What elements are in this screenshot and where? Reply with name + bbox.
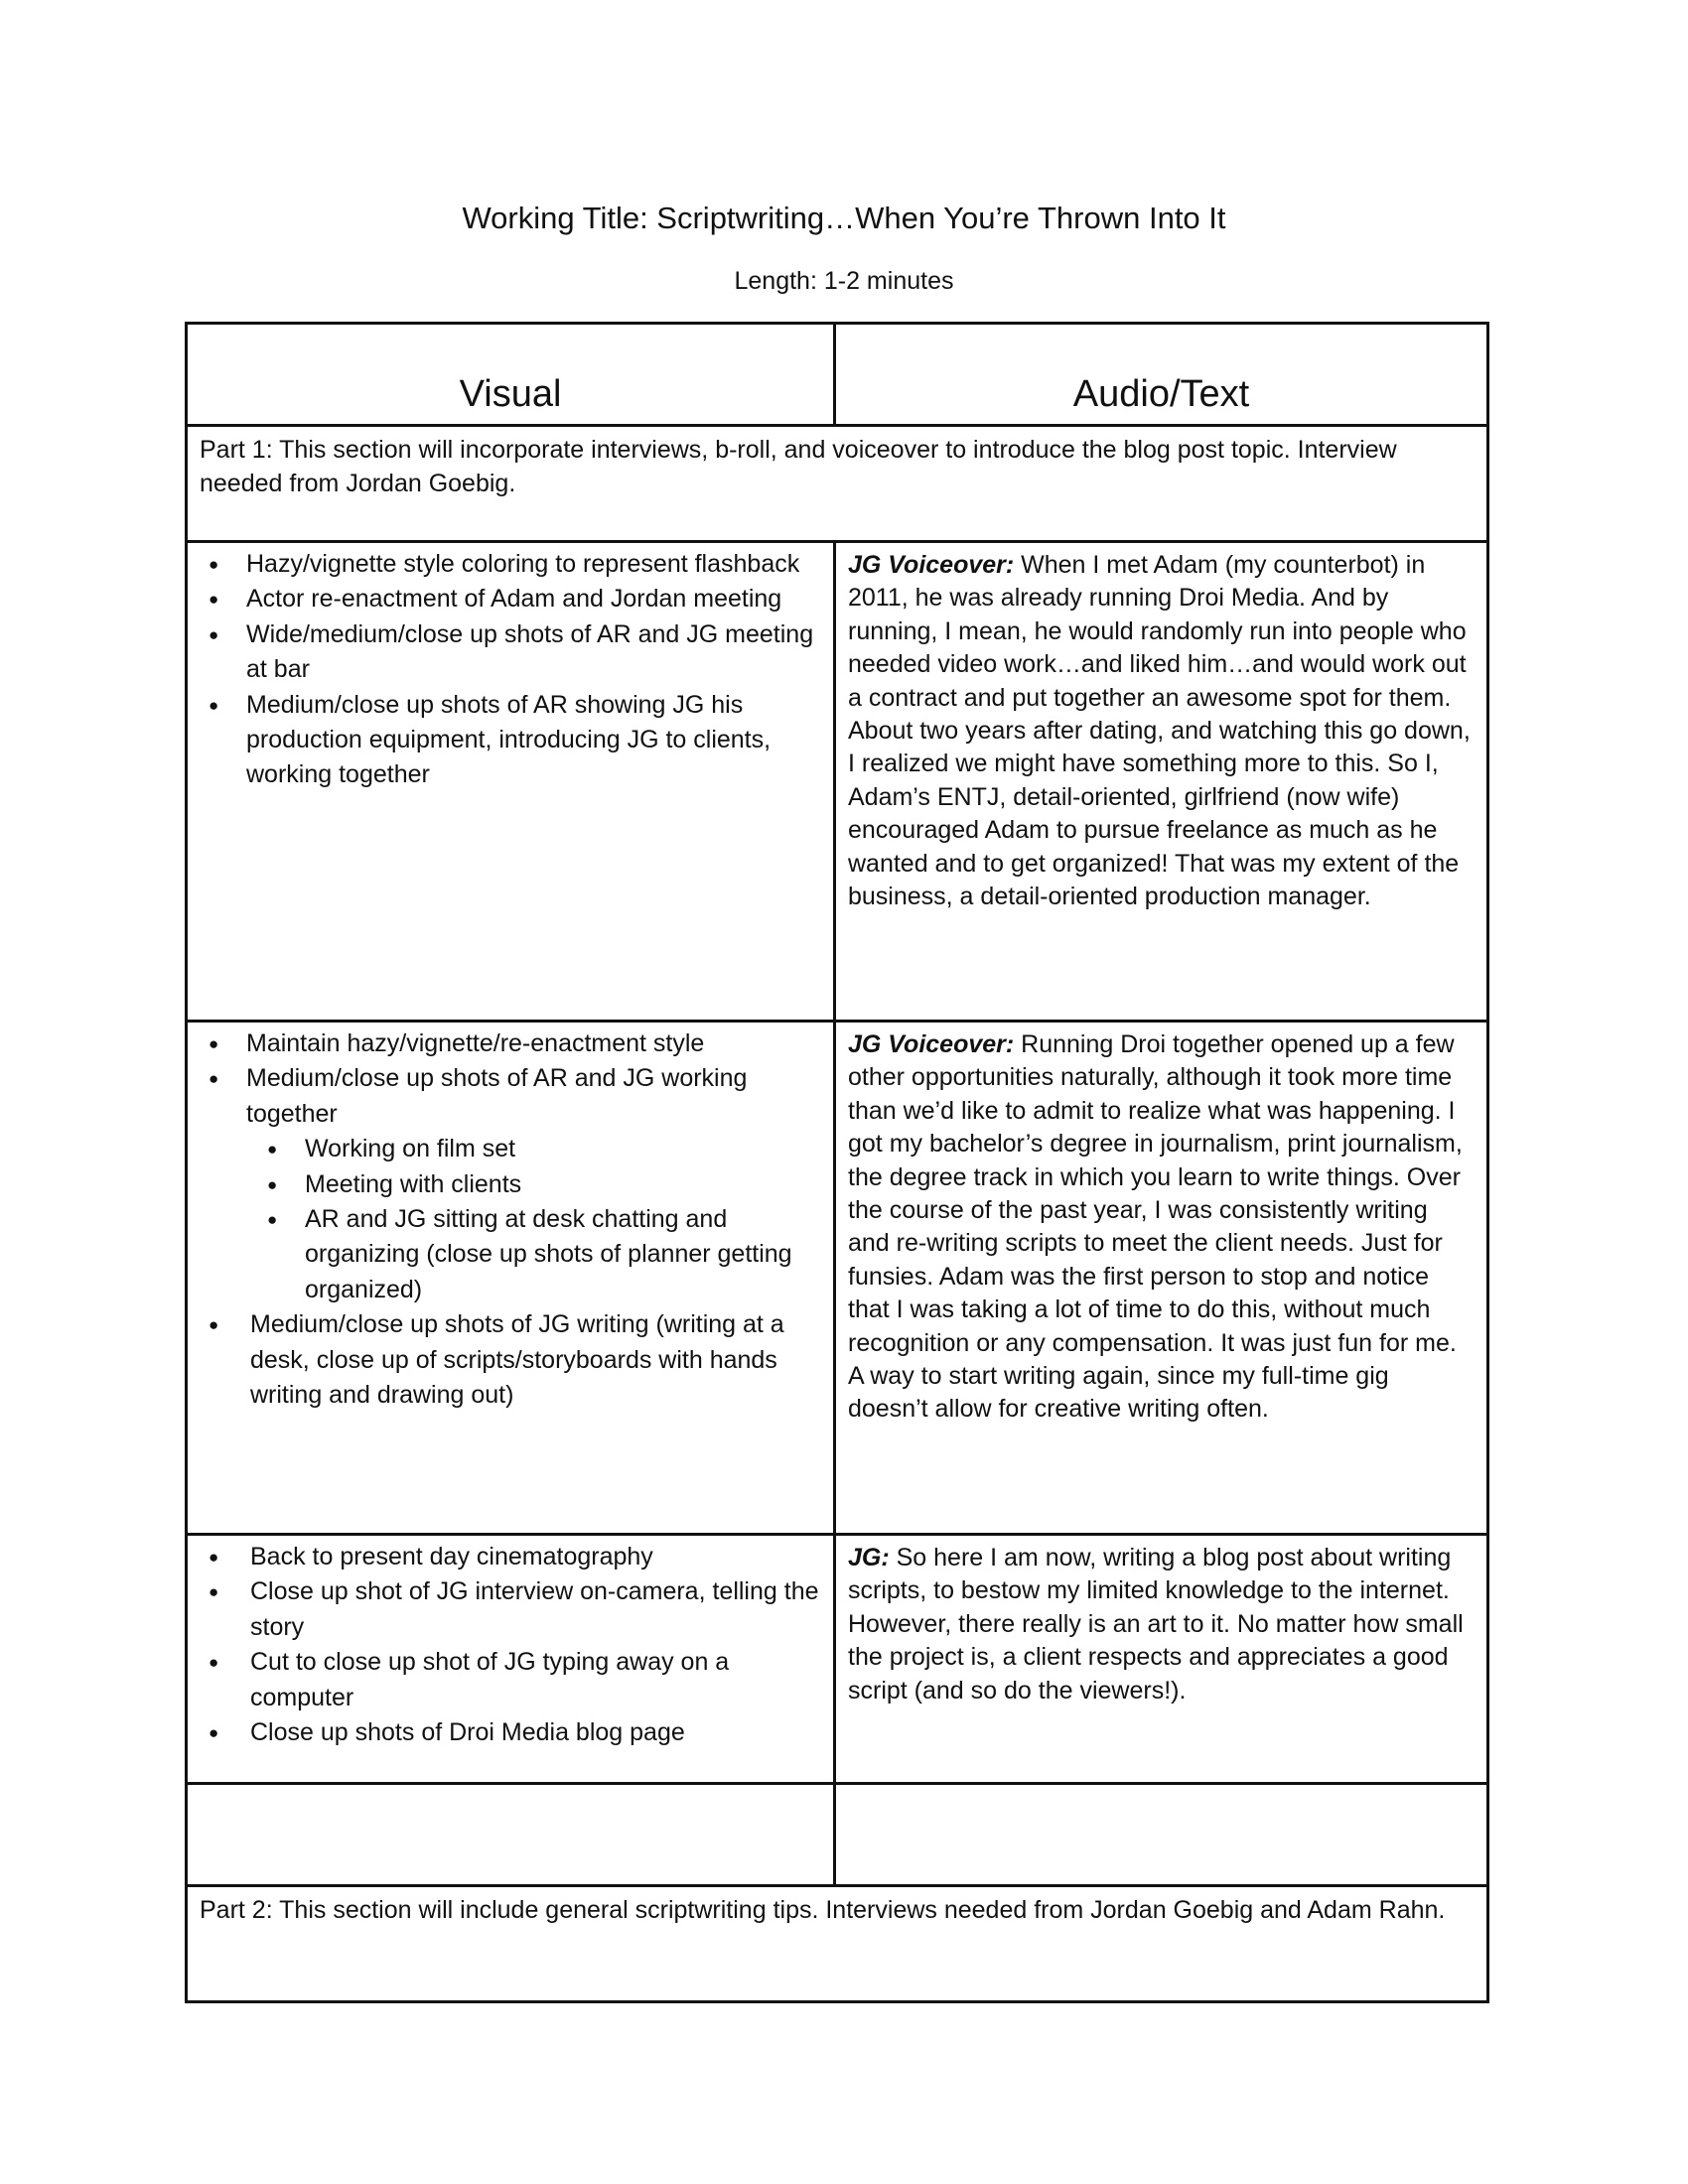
list-item: ● Cut to close up shot of JG typing away on a computer (188, 1645, 821, 1715)
part2-row (187, 1886, 1488, 2002)
visual-cell (187, 1022, 835, 1535)
visual-cell (187, 1535, 835, 1784)
table-row (187, 1535, 1488, 1784)
visual-list (188, 1026, 821, 1132)
length-label: Length: 1-2 minutes (734, 267, 954, 295)
speaker-label: JG: (848, 1544, 890, 1571)
visual-header-label: Visual (459, 373, 562, 415)
visual-list (188, 1307, 821, 1413)
audio-header-label: Audio/Text (1072, 373, 1250, 415)
audio-cell (835, 542, 1488, 1022)
visual-cell (187, 542, 835, 1022)
visual-header (187, 324, 835, 426)
list-item: ● Medium/close up shots of AR and JG working together (188, 1061, 821, 1132)
speaker-label: JG Voiceover: (848, 1030, 1015, 1058)
visual-list (188, 1540, 821, 1750)
table-row (187, 1022, 1488, 1535)
part1-description: Part 1: This section will incorporate interviews, b-roll, and voiceover to introduce the blog post topic. Interview needed from Jordan Goebig. (187, 426, 1488, 542)
list-item: ● Medium/close up shots of JG writing (writing at a desk, close up of scripts/storyboards with hands writing and drawing out) (188, 1307, 821, 1413)
audio-header (835, 324, 1488, 426)
empty-visual-cell (187, 1784, 835, 1886)
list-item: ● Actor re-enactment of Adam and Jordan meeting (188, 582, 821, 616)
audio-cell (835, 1022, 1488, 1535)
script-table (185, 322, 1489, 2003)
list-item: ● AR and JG sitting at desk chatting and organizing (close up shots of planner getting organized) (246, 1202, 821, 1307)
list-item: ● Close up shots of Droi Media blog page (188, 1715, 821, 1750)
part2-description: Part 2: This section will include general scriptwriting tips. Interviews needed from Jordan Goebig and Adam Rahn. (187, 1886, 1488, 2002)
header-row (187, 324, 1488, 426)
visual-list (188, 547, 821, 793)
audio-text: Running Droi together opened up a few other opportunities naturally, although it took more time than we’d like to admit to realize what was happening. I got my bachelor’s degree in journalism, print journalism, the degree track in which you learn to write things. Over the course of the past year, I was consistently writing and re-writing scripts to meet the client needs. Just for funsies. Adam was the first person to stop and notice that I was taking a lot of time to do this, without much recognition or any compensation. It was just fun for me. A way to start writing again, since my full-time gig doesn’t allow for creative writing often. (848, 1030, 1463, 1424)
list-item: ● Medium/close up shots of AR showing JG his production equipment, introducing JG to clients, working together (188, 688, 821, 793)
list-item: ● Working on film set (246, 1132, 821, 1166)
page-title: Working Title: Scriptwriting…When You’re Thrown Into It (462, 201, 1226, 235)
audio-cell (835, 1535, 1488, 1784)
list-item: ● Close up shot of JG interview on-camera, telling the story (188, 1574, 821, 1645)
list-item: ● Maintain hazy/vignette/re-enactment style (188, 1026, 821, 1061)
audio-text: When I met Adam (my counterbot) in 2011, he was already running Droi Media. And by running, I mean, he would randomly run into people who needed video work…and liked him…and would work out a contract and put together an awesome spot for them. About two years after dating, and watching this go down, I realized we might have something more to this. So I, Adam’s ENTJ, detail-oriented, girlfriend (now wife) encouraged Adam to pursue freelance as much as he wanted and to get organized! That was my extent of the business, a detail-oriented production manager. (848, 551, 1471, 911)
empty-row (187, 1784, 1488, 1886)
list-item: ● Hazy/vignette style coloring to represent flashback (188, 547, 821, 582)
list-item: ● Back to present day cinematography (188, 1540, 821, 1574)
part1-row (187, 426, 1488, 542)
empty-audio-cell (835, 1784, 1488, 1886)
audio-text: So here I am now, writing a blog post about writing scripts, to bestow my limited knowledge to the internet. However, there really is an art to it. No matter how small the project is, a client respects and appreciates a good script (and so do the viewers!). (848, 1544, 1464, 1705)
visual-sublist (188, 1132, 821, 1307)
list-item: ● Wide/medium/close up shots of AR and JG meeting at bar (188, 617, 821, 688)
speaker-label: JG Voiceover: (848, 551, 1015, 579)
list-item: ● Meeting with clients (246, 1167, 821, 1202)
table-row (187, 542, 1488, 1022)
